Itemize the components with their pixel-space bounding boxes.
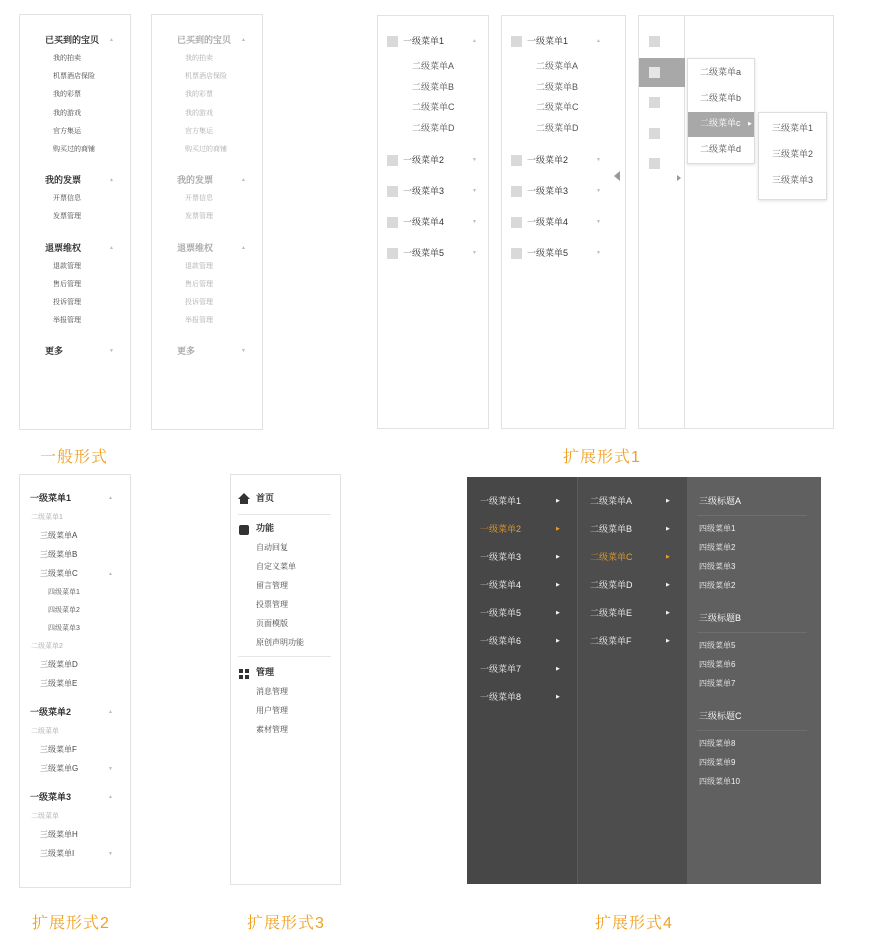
rail-menu-square-icon[interactable] xyxy=(649,128,660,139)
ext1-b-level2-item[interactable]: 二级菜单A xyxy=(536,61,579,71)
general-menu-item[interactable]: 我的彩票 xyxy=(53,91,81,99)
menu-square-icon xyxy=(511,217,522,228)
chevron-right-icon[interactable]: ▶ xyxy=(556,666,560,672)
ext3-panel xyxy=(230,474,341,885)
rail-menu-square-icon[interactable] xyxy=(649,67,660,78)
general-menu-item[interactable]: 售后管理 xyxy=(53,280,81,288)
ext1-a-level2-item[interactable]: 二级菜单B xyxy=(412,81,455,92)
general-menu-item[interactable]: 官方集运 xyxy=(185,127,213,135)
menu-square-icon xyxy=(387,155,398,166)
rail-menu-square-icon[interactable] xyxy=(649,158,660,169)
chevron-right-icon[interactable]: ▶ xyxy=(666,526,670,532)
chevron-down-icon[interactable]: ▼ xyxy=(596,250,601,256)
ext4-col1-item[interactable]: 一级菜单4 xyxy=(480,580,522,590)
ext2-menu-item[interactable]: 四级菜单1 xyxy=(48,589,80,596)
ext3-menu-item[interactable]: 素材管理 xyxy=(256,725,288,734)
ext1-a-level2-item[interactable]: 二级菜单D xyxy=(412,122,455,133)
chevron-down-icon[interactable]: ▼ xyxy=(472,219,477,225)
ext1-b-level2-item[interactable]: 二级菜单C xyxy=(536,102,579,113)
ext1-b-level1-item[interactable]: 一级菜单1 xyxy=(527,36,569,46)
chevron-up-icon[interactable]: ▲ xyxy=(108,794,113,800)
menu-square-icon xyxy=(387,248,398,259)
ext4-col3-item[interactable]: 四级菜单5 xyxy=(699,641,736,650)
general-menu-item[interactable]: 举报管理 xyxy=(185,317,213,325)
caption-ext3: 扩展形式3 xyxy=(247,915,325,932)
ext3-home-label[interactable]: 首页 xyxy=(256,493,275,503)
caption-general: 一般形式 xyxy=(40,449,109,466)
ext1-b-level1-item[interactable]: 一级菜单5 xyxy=(527,248,569,258)
chevron-right-icon[interactable]: ▶ xyxy=(666,638,670,644)
ext3-menu-item[interactable]: 自动回复 xyxy=(256,543,288,552)
ext3-menu-item[interactable]: 自定义菜单 xyxy=(256,562,296,571)
chevron-right-icon[interactable]: ▶ xyxy=(666,498,670,504)
ext4-col3-item[interactable]: 四级菜单9 xyxy=(699,758,736,767)
ext4-col1-item[interactable]: 一级菜单1 xyxy=(480,496,522,506)
chevron-down-icon[interactable]: ▼ xyxy=(108,851,113,857)
ext1-a-level1-item[interactable]: 一级菜单1 xyxy=(403,36,445,46)
ext1-b-level1-item[interactable]: 一级菜单2 xyxy=(527,155,569,165)
chevron-up-icon[interactable]: ▲ xyxy=(241,244,246,251)
chevron-right-icon[interactable]: ▶ xyxy=(556,694,560,700)
ext2-menu-item[interactable]: 一级菜单1 xyxy=(30,493,72,503)
ext3-menu-item[interactable]: 投票管理 xyxy=(256,600,288,609)
ext4-col3-divider xyxy=(697,515,807,516)
ext1-a-level1-item[interactable]: 一级菜单5 xyxy=(403,248,445,258)
chevron-right-icon[interactable]: ▶ xyxy=(556,498,560,504)
ext1-a-level1-item[interactable]: 一级菜单4 xyxy=(403,217,445,227)
menu-square-icon xyxy=(387,217,398,228)
ext2-menu-item[interactable]: 一级菜单3 xyxy=(30,792,72,802)
chevron-right-icon[interactable]: ▶ xyxy=(556,526,560,532)
ext2-menu-item[interactable]: 三级菜单A xyxy=(40,531,78,540)
general-menu-item[interactable]: 开票信息 xyxy=(53,195,81,203)
ext1-b-level1-item[interactable]: 一级菜单4 xyxy=(527,217,569,227)
chevron-up-icon[interactable]: ▲ xyxy=(472,38,477,44)
ext4-col3-item[interactable]: 四级菜单2 xyxy=(699,581,736,590)
general-group-title[interactable]: 退票维权 xyxy=(177,242,214,253)
ext4-col1-item[interactable]: 一级菜单3 xyxy=(480,552,522,562)
caption-ext2: 扩展形式2 xyxy=(32,915,110,932)
general-menu-item[interactable]: 投诉管理 xyxy=(185,299,213,306)
ext3-divider xyxy=(238,514,331,515)
grid-icon xyxy=(239,669,243,673)
ext2-menu-item[interactable]: 二级菜单 xyxy=(31,813,59,820)
ext2-menu-item[interactable]: 四级菜单3 xyxy=(48,625,80,632)
ext4-col2-item[interactable]: 二级菜单F xyxy=(590,636,632,646)
ext3-menu-item[interactable]: 消息管理 xyxy=(256,687,288,696)
menu-square-icon xyxy=(511,155,522,166)
chevron-right-icon: ▶ xyxy=(748,121,752,127)
ext4-col3-item[interactable]: 四级菜单6 xyxy=(699,660,736,669)
general-menu-item[interactable]: 我的游戏 xyxy=(53,109,81,117)
ext3-menu-item[interactable]: 原创声明功能 xyxy=(256,638,304,647)
ext4-col3-title: 三级标题B xyxy=(699,613,742,623)
ext1-popup-level2-item[interactable]: 二级菜单a xyxy=(700,67,742,77)
ext2-menu-item[interactable]: 三级菜单I xyxy=(40,849,75,858)
ext4-col1-item[interactable]: 一级菜单6 xyxy=(480,636,522,646)
chevron-down-icon[interactable]: ▼ xyxy=(472,250,477,256)
chevron-down-icon[interactable]: ▼ xyxy=(472,157,477,163)
ext1-a-level1-item[interactable]: 一级菜单3 xyxy=(403,186,445,196)
chevron-up-icon[interactable]: ▲ xyxy=(241,37,246,43)
ext3-divider xyxy=(238,656,331,657)
ext1-expand-arrow-icon[interactable] xyxy=(677,175,681,181)
chevron-right-icon[interactable]: ▶ xyxy=(556,638,560,644)
general-menu-item[interactable]: 我的游戏 xyxy=(185,109,213,117)
general-menu-item[interactable]: 购买过的商铺 xyxy=(53,146,95,153)
chevron-right-icon[interactable]: ▶ xyxy=(666,554,670,560)
ext2-menu-item[interactable]: 四级菜单2 xyxy=(48,607,80,614)
menu-square-icon xyxy=(511,186,522,197)
chevron-up-icon[interactable]: ▲ xyxy=(109,244,114,251)
ext4-col1-bg xyxy=(467,477,577,884)
ext4-col3-item[interactable]: 四级菜单8 xyxy=(699,739,736,748)
ext1-a-level1-item[interactable]: 一级菜单2 xyxy=(403,155,445,165)
general-group-title[interactable]: 已买到的宝贝 xyxy=(45,35,100,45)
chevron-up-icon[interactable]: ▲ xyxy=(108,571,113,577)
ext1-popup-level3-item[interactable]: 三级菜单1 xyxy=(772,123,814,133)
general-group-title[interactable]: 更多 xyxy=(45,346,64,357)
grid-icon xyxy=(245,669,249,673)
ext1-a-level2-item[interactable]: 二级菜单C xyxy=(412,102,455,113)
ext4-col1-item[interactable]: 一级菜单7 xyxy=(480,664,522,674)
ext3-section-title[interactable]: 管理 xyxy=(256,667,275,677)
ext2-menu-item[interactable]: 二级菜单 xyxy=(31,728,59,735)
ext4-col3-item[interactable]: 四级菜单3 xyxy=(699,562,736,571)
general-menu-item[interactable]: 官方集运 xyxy=(53,127,81,135)
ext4-col3-divider xyxy=(697,632,807,633)
chevron-up-icon[interactable]: ▲ xyxy=(596,38,601,44)
ext4-col3-item[interactable]: 四级菜单2 xyxy=(699,543,736,552)
ext4-col3-title: 三级标题A xyxy=(699,496,742,506)
ext3-menu-item[interactable]: 用户管理 xyxy=(256,706,288,715)
general-group-title[interactable]: 退票维权 xyxy=(45,242,82,253)
ext1-b-level2-item[interactable]: 二级菜单B xyxy=(536,81,579,92)
ext4-col1-item[interactable]: 一级菜单5 xyxy=(480,608,522,618)
ext4-col1-item[interactable]: 一级菜单2 xyxy=(480,524,522,534)
ext2-menu-item[interactable]: 三级菜单F xyxy=(40,745,77,754)
general-menu-item[interactable]: 我的拍卖 xyxy=(185,55,213,62)
chevron-down-icon[interactable]: ▼ xyxy=(596,157,601,163)
chevron-down-icon[interactable]: ▼ xyxy=(108,766,113,772)
ext1-popup-level3-item[interactable]: 三级菜单3 xyxy=(772,175,814,185)
general-menu-item[interactable]: 退款管理 xyxy=(185,262,213,270)
general-menu-item[interactable]: 开票信息 xyxy=(185,195,213,203)
ext3-menu-item[interactable]: 页面模版 xyxy=(256,619,288,628)
ext4-col2-item[interactable]: 二级菜单E xyxy=(590,608,633,618)
chevron-down-icon[interactable]: ▼ xyxy=(109,348,114,355)
general-menu-item[interactable]: 机票酒店保险 xyxy=(53,73,95,81)
ext1-popup-level2-item[interactable]: 二级菜单c xyxy=(700,118,741,128)
ext2-menu-item[interactable]: 三级菜单E xyxy=(40,679,78,688)
general-menu-item[interactable]: 发票管理 xyxy=(185,213,213,221)
ext1-collapse-arrow-icon[interactable] xyxy=(614,171,620,181)
grid-icon xyxy=(239,675,243,679)
ext4-col2-item[interactable]: 二级菜单A xyxy=(590,496,633,506)
ext1-a-level2-item[interactable]: 二级菜单A xyxy=(412,61,455,71)
menu-square-icon xyxy=(511,36,522,47)
chevron-down-icon[interactable]: ▼ xyxy=(241,348,246,355)
ext1-b-level2-item[interactable]: 二级菜单D xyxy=(536,122,579,133)
general-menu-item[interactable]: 发票管理 xyxy=(53,213,81,221)
chevron-up-icon[interactable]: ▲ xyxy=(108,709,113,715)
chevron-right-icon[interactable]: ▶ xyxy=(556,610,560,616)
chevron-down-icon[interactable]: ▼ xyxy=(596,188,601,194)
general-menu-item[interactable]: 售后管理 xyxy=(185,280,213,288)
grid-icon xyxy=(245,675,249,679)
general-group-title[interactable]: 我的发票 xyxy=(177,175,214,186)
ext4-col3-item[interactable]: 四级菜单1 xyxy=(699,524,736,533)
chevron-down-icon[interactable]: ▼ xyxy=(472,188,477,194)
ext4-col1-item[interactable]: 一级菜单8 xyxy=(480,692,522,702)
menu-square-icon xyxy=(387,186,398,197)
ext2-menu-item[interactable]: 三级菜单H xyxy=(40,830,78,839)
general-menu-item[interactable]: 退款管理 xyxy=(53,262,81,270)
home-icon-body xyxy=(240,499,248,504)
chevron-up-icon[interactable]: ▲ xyxy=(109,37,114,43)
general-menu-item[interactable]: 购买过的商铺 xyxy=(185,146,227,153)
ext2-menu-item[interactable]: 二级菜单2 xyxy=(31,643,63,650)
menu-square-icon xyxy=(387,36,398,47)
ext2-menu-item[interactable]: 三级菜单B xyxy=(40,550,78,559)
rail-menu-square-icon[interactable] xyxy=(649,97,660,108)
general-menu-item[interactable]: 机票酒店保险 xyxy=(185,73,227,81)
ext4-col2-item[interactable]: 二级菜单C xyxy=(590,552,633,562)
menu-square-icon xyxy=(511,248,522,259)
cube-icon xyxy=(239,525,249,535)
chevron-down-icon[interactable]: ▼ xyxy=(596,219,601,225)
ext2-menu-item[interactable]: 三级菜单G xyxy=(40,764,79,773)
ext3-menu-item[interactable]: 留言管理 xyxy=(256,581,288,590)
chevron-right-icon[interactable]: ▶ xyxy=(556,554,560,560)
ext4-col2-item[interactable]: 二级菜单B xyxy=(590,524,633,534)
general-menu-item[interactable]: 我的彩票 xyxy=(185,91,213,99)
chevron-up-icon[interactable]: ▲ xyxy=(109,177,114,184)
ext1-popup-level2-item[interactable]: 二级菜单d xyxy=(700,143,742,154)
ext2-menu-item[interactable]: 二级菜单1 xyxy=(31,514,63,521)
ext2-menu-item[interactable]: 三级菜单D xyxy=(40,660,78,669)
ext4-col3-item[interactable]: 四级菜单10 xyxy=(699,777,740,786)
ext2-menu-item[interactable]: 三级菜单C xyxy=(40,569,78,578)
ext1-popup-level3-item[interactable]: 三级菜单2 xyxy=(772,149,814,159)
chevron-up-icon[interactable]: ▲ xyxy=(241,177,246,184)
ext4-col3-item[interactable]: 四级菜单7 xyxy=(699,679,736,688)
chevron-right-icon[interactable]: ▶ xyxy=(666,610,670,616)
chevron-right-icon[interactable]: ▶ xyxy=(666,582,670,588)
ext4-col2-item[interactable]: 二级菜单D xyxy=(590,580,633,590)
caption-ext1: 扩展形式1 xyxy=(563,449,641,466)
ext1-popup-level2-item[interactable]: 二级菜单b xyxy=(700,92,742,103)
general-group-title[interactable]: 更多 xyxy=(177,346,196,357)
ext4-col3-divider xyxy=(697,730,807,731)
general-menu-item[interactable]: 举报管理 xyxy=(53,317,81,325)
ext4-col2-bg xyxy=(577,477,687,884)
rail-menu-square-icon[interactable] xyxy=(649,36,660,47)
caption-ext4: 扩展形式4 xyxy=(595,915,673,932)
chevron-up-icon[interactable]: ▲ xyxy=(108,495,113,501)
ext4-col3-title: 三级标题C xyxy=(699,711,742,721)
rail-active-bg[interactable] xyxy=(639,58,685,87)
general-menu-item[interactable]: 投诉管理 xyxy=(53,299,81,306)
general-menu-item[interactable]: 我的拍卖 xyxy=(53,55,81,62)
general-group-title[interactable]: 已买到的宝贝 xyxy=(177,35,232,45)
chevron-right-icon[interactable]: ▶ xyxy=(556,582,560,588)
ext2-menu-item[interactable]: 一级菜单2 xyxy=(30,707,72,717)
general-group-title[interactable]: 我的发票 xyxy=(45,175,82,186)
ext1-b-level1-item[interactable]: 一级菜单3 xyxy=(527,186,569,196)
ext3-section-title[interactable]: 功能 xyxy=(256,523,275,533)
